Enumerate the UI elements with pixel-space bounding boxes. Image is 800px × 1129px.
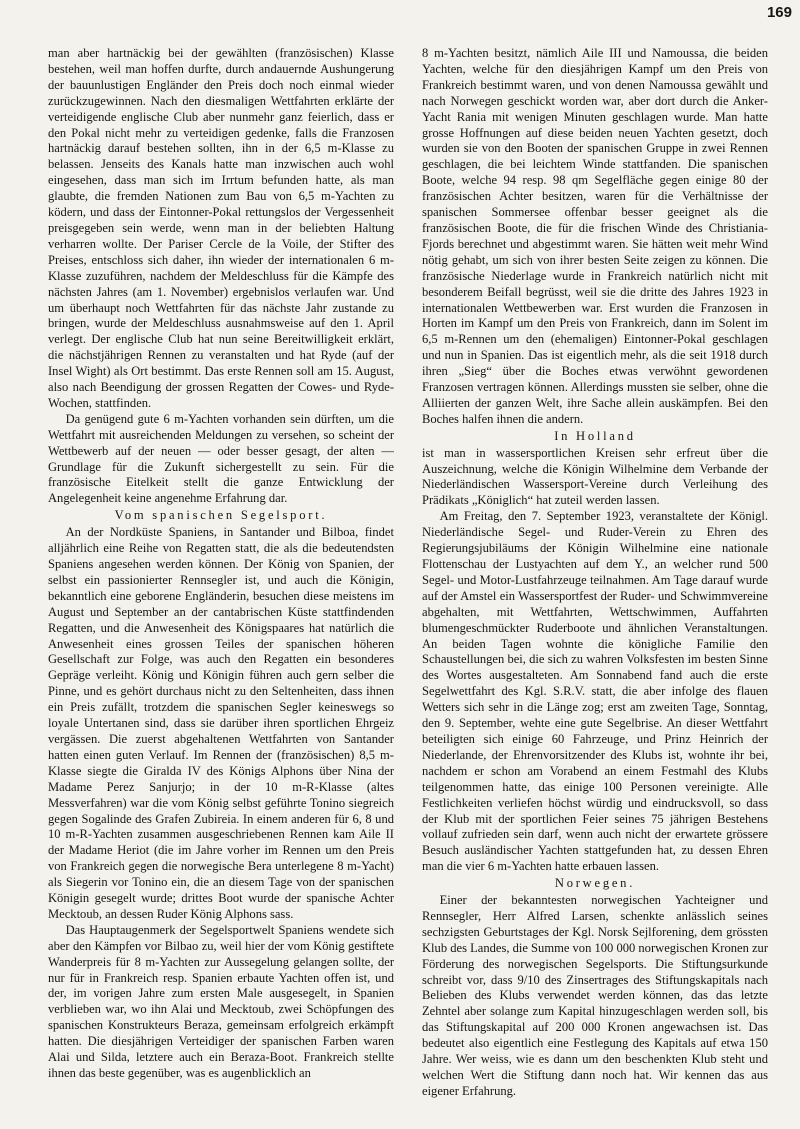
- section-heading-spain: Vom spanischen Segelsport.: [114, 508, 328, 523]
- paragraph-french-8m-yachts: 8 m-Yachten besitzt, nämlich Aile III und Namoussa, die beiden Yachten, welche für den diesjährigen Kampf um den Preis von Frankreich bestimmt waren, und von denen Namoussa gewählt und nach Norwegen geschickt worden war, aber dort durch die Anker-Yacht Rania mit wenigen Minuten geschlagen wurde. Man hatte grosse Hoffnungen auf diese beiden neuen Yachten gesetzt, doch wurden sie von den Booten der spanischen Gruppe in zwei Rennen geschlagen, die bei leichtem Winde stattfanden. Die spanischen Boote, welche 94 resp. 98 qm Segelfläche gegen einige 80 der französischen Achter besitzen, waren für die Verhältnisse der spanischen Sommersee offenbar besser geeignet als die französischen Boote, die für die frischen Winde des Christiania-Fjords berechnet und abgestimmt waren. Sie hätten weit mehr Wind nötig gehabt, um sich von ihrer besten Seite zeigen zu können. Die französische Niederlage wurde in Frankreich natürlich nicht mit besonderem Beifall begrüsst, weil sie die dritte des Jahres 1923 in internationalen Wettbewerben war. Erst wurden die Franzosen in Horten im Kampf um den Preis von Frankreich, dann im Solent im 6,5 m-Rennen um den (ehemaligen) Eintonner-Pokal geschlagen und nun in Spanien. Das ist eigentlich mehr, als die seit 1918 durch ihren „Sieg“ über die Boches etwas verwöhnt gewordenen Franzosen vertragen können. Allerdings mussten sie selber, ohne die Alliierten der ganzen Welt, ihre Sache allein auskämpfen. Bei den Boches halfen ihnen die andern.: [422, 46, 768, 426]
- left-column: [48, 46, 394, 1121]
- right-column: [422, 46, 768, 1121]
- paragraph-6m-yachts: Da genügend gute 6 m-Yachten vorhanden sein dürften, um die Wettfahrt mit ausreichenden Meldungen zu versehen, so scheint der Wettbewerb auf der neuen — oder besser gesagt, der alten — Grundlage für die Zukunft sichergestellt zu sein. Für die französische Eitelkeit stellt die ganze Entwicklung der Angelegenheit keine angenehme Erfahrung dar.: [48, 411, 394, 506]
- section-heading-holland: In Holland: [554, 428, 636, 443]
- paragraph-koeniglich: ist man in wassersportlichen Kreisen sehr erfreut über die Auszeichnung, welche die Königin Wilhelmine dem Verbande der Niederländischen Wassersport-Vereine durch Verleihung des Prädikats „Königlich“ hat zuteil werden lassen.: [422, 445, 768, 508]
- paragraph-flottenschau: Am Freitag, den 7. September 1923, veranstaltete der Königl. Niederländische Segel- und Ruder-Verein zu Ehren des Regierungsjubiläums der Königin Wilhelmine eine nationale Flottenschau der Lustyachten auf dem Y., an welcher rund 500 Segel- und Motor-Lustfahrzeuge teilnahmen. Am Tage darauf wurde auf der Amstel ein Wassersportfest der Ruder- und Schwimmvereine abgehalten, mit Wettfahrten, Wettschwimmen, Auffahrten blumengeschmückter Ruderboote und ähnlichen Veranstaltungen. An beiden Tagen wohnte die königliche Familie den Schaustellungen bei, die sich zu wahren Volksfesten im besten Sinne des Wortes ausgestalteten. Am Sonnabend fand auch die erste Segelwettfahrt des Kgl. S.R.V. statt, die aber infolge des flauen Wetters sich sehr in die Länge zog; erst am zweiten Tage, Sonntag, den 9. September, wehte eine gute Segelbrise. An dieser Wettfahrt beteiligten sich einige 60 Fahrzeuge, und Prinz Heinrich der Niederlande, der Ehrenvorsitzender des Klubs ist, wohnte ihr bei, nachdem er schon am Vorabend an einem Festmahl des Klubs teilgenommen hatte, das einige 100 Personen vereinigte. Alle Festlichkeiten verliefen höchst würdig und eindrucksvoll, so dass der Klub mit der sportlichen Feier seines 75 jährigen Bestehens vollauf zufrieden sein darf, wenn auch nicht der erwartete grössere Besuch ausländischer Yachten stattgefunden hat, zu dessen Ehren man die vier 6 m-Yachten hatte erbauen lassen.: [422, 509, 768, 874]
- paragraph-santander-bilboa: An der Nordküste Spaniens, in Santander und Bilboa, findet alljährlich eine Reihe von Regatten statt, die als die bedeutendsten Spaniens angesehen werden können. Der König von Spanien, der selbst ein passionierter Rennsegler ist, und auch die Königin, bekanntlich eine geborene Engländerin, besuchen diese meistens im August und September an der cantabrischen Küste stattfindenden Regatten, und die Anwesenheit des Königspaares hat natürlich die Anwesenheit eines grossen Teiles der spanischen höheren Gesellschaft zur Folge, was auch den Regatten ein besonderes Gepräge verleiht. König und Königin führen auch gern selber die Pinne, und es gehört durchaus nicht zu den Seltenheiten, dass ihnen ein Preis zufällt, trotzdem die spanischen Segler keineswegs so loyale Untertanen sind, dass sie darüber ihren sportlichen Ehrgeiz vergässen. Die zuerst abgehaltenen Wettfahrten von Santander hatten einen guten Verlauf. Im Rennen der (französischen) 8,5 m-Klasse siegte die Giralda IV des Königs Alphons über Nina der Madame Perez Sanjurjo; in der 10 m-R-Klasse (altes Messverfahren) war die vom König selbst geführte Tonino siegreich gegen Sogalinde des Grafen Zubireia. In einem anderen für 6, 8 und 10 m-R-Yachten zusammen ausgeschriebenen Rennen kam Aile II der Madame Heriot (die im Jahre vorher im Rennen um den Preis von Frankreich gegen die norwegische Bera unterlegene 8 m-Yacht) als Siegerin vor Tonino ein, die an diesem Tage von der spanischen Königin gesegelt wurde; drittes Boot wurde der spanische Achter Mecktoub, an dessen Ruder König Alphons sass.: [48, 525, 394, 921]
- paragraph-larsen-stiftung: Einer der bekanntesten norwegischen Yachteigner und Rennsegler, Herr Alfred Larsen, schenkte anlässlich seines sechzigsten Geburtstages der Kgl. Norsk Sejlforening, dem grössten Klub des Landes, die Summe von 100 000 norwegischen Kronen zur Förderung des norwegischen Segelsports. Die Stiftungsurkunde schreibt vor, dass 9/10 des Zinsertrages des Stiftungskapitals nach Belieben des Klubs verwendet werden können, das das letzte Zehntel aber solange zum Kapital hinzugeschlagen werden soll, bis das Stiftungskapital auf 200 000 Kronen angewachsen ist. Das bedeutet also eigentlich eine Festlegung des Kapitals auf etwa 150 Jahre. Wer weiss, wie es dann um den beschenkten Klub steht und welchen Wert die Stiftung dann noch hat. Wir kennen das aus eigener Erfahrung.: [422, 893, 768, 1098]
- paragraph-bilbao-wanderpreis: Das Hauptaugenmerk der Segelsportwelt Spaniens wendete sich aber den Kämpfen vor Bilbao zu, weil hier der vom König gestiftete Wanderpreis für 8 m-Yachten zur Aussegelung gelangen sollte, der nur für in Frankreich resp. Spanien erbaute Yachten offen ist, und der, im vorigen Jahre zum ersten Male ausgesegelt, in Spanien verblieben war, wo ihn Alai und Mecktoub, zwei Schöpfungen des spanischen Konstrukteurs Beraza, gemeinsam erfolgreich erkämpft hatten. Die diesjährigen Verteidiger der spanischen Farben waren Alai und Silda, letztere auch ein Beraza-Boot. Frankreich stellte ihnen das beste gegenüber, was es augenblicklich an: [48, 922, 394, 1080]
- page-number: 169: [766, 4, 792, 21]
- section-heading-norway: Norwegen.: [554, 876, 636, 891]
- paragraph-eintonner-pokal: man aber hartnäckig bei der gewählten (französischen) Klasse bestehen, weil man hoffen durfte, durch andauernde Aushungerung der bauunlustigen Engländer den Preis doch noch einmal wieder zurückzugewinnen. Nach den diesmaligen Wettfahrten erklärte der verteidigende englische Club aber nunmehr ganz feierlich, dass er den Pokal nicht mehr zu verteidigen gedenke, falls die Franzosen hartnäckig darauf bestehen sollten, ihn in der 6,5 m-Klasse zu belassen. Jenseits des Kanals hatte man inzwischen auch wohl eingesehen, dass man sich im Irrtum befunden hatte, als man glaubte, die fremden Nationen zum Bau von 6,5 m-Yachten zu ködern, und dass der Eintonner-Pokal rettungslos der Vergessenheit preisgegeben sein werde, wenn man in der beliebten Haltung verharren wollte. Der Pariser Cercle de la Voile, der Stifter des Preises, entschloss sich daher, ihn wieder der internationalen 6 m-Klasse zuzuführen, nachdem der Meldeschluss für die Kämpfe des nächsten Jahres (am 1. November) ergebnislos verlaufen war. Und um überhaupt noch Wettfahrten für das nächste Jahr zustande zu bringen, wurde der Meldeschluss ausnahmsweise auf den 1. April verlegt. Der englische Club hat nun seine Bereitwilligkeit erklärt, die nächstjährigen Rennen zu veranstalten und hat Ryde (auf der Insel Wight) als Ort bestimmt. Das erste Rennen soll am 15. August, also nach Beendigung der grossen Regatten der Cowes- und Ryde-Wochen, stattfinden.: [48, 46, 394, 410]
